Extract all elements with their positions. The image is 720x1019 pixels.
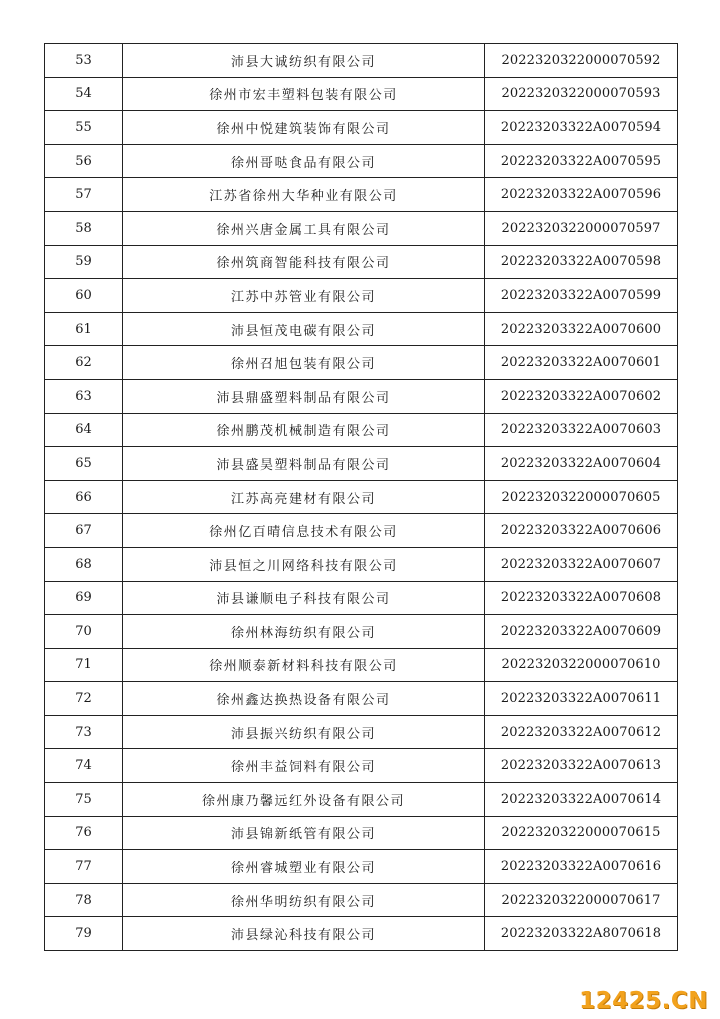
row-number-cell: 79 — [45, 917, 123, 951]
company-name-cell: 沛县大诚纺织有限公司 — [123, 44, 485, 78]
table-row — [45, 44, 678, 78]
company-name-cell: 江苏中苏管业有限公司 — [123, 279, 485, 313]
row-number-cell: 66 — [45, 480, 123, 514]
company-name-cell: 沛县恒之川网络科技有限公司 — [123, 547, 485, 581]
table-row — [45, 749, 678, 783]
company-name-cell: 沛县绿沁科技有限公司 — [123, 917, 485, 951]
row-number-cell: 77 — [45, 850, 123, 884]
registration-code-cell: 20223203322A0070611 — [485, 682, 678, 716]
company-name-cell: 沛县谦顺电子科技有限公司 — [123, 581, 485, 615]
company-name-cell: 徐州鑫达换热设备有限公司 — [123, 682, 485, 716]
registration-code-cell: 20223203322A0070616 — [485, 850, 678, 884]
row-number-cell: 71 — [45, 648, 123, 682]
table-row — [45, 648, 678, 682]
table-row — [45, 312, 678, 346]
table-body — [45, 44, 678, 951]
table-row — [45, 615, 678, 649]
table-row — [45, 715, 678, 749]
table-row — [45, 447, 678, 481]
registration-code-cell: 20223203322A0070606 — [485, 514, 678, 548]
row-number-cell: 67 — [45, 514, 123, 548]
company-registry-table — [44, 43, 678, 951]
table-row — [45, 917, 678, 951]
row-number-cell: 61 — [45, 312, 123, 346]
company-name-cell: 徐州召旭包装有限公司 — [123, 346, 485, 380]
row-number-cell: 60 — [45, 279, 123, 313]
table-row — [45, 178, 678, 212]
table-row — [45, 279, 678, 313]
registration-code-cell: 20223203322A0070594 — [485, 111, 678, 145]
company-name-cell: 徐州兴唐金属工具有限公司 — [123, 211, 485, 245]
registration-code-cell: 20223203322A0070614 — [485, 783, 678, 817]
company-name-cell: 徐州华明纺织有限公司 — [123, 883, 485, 917]
registration-code-cell: 20223203322A0070613 — [485, 749, 678, 783]
row-number-cell: 58 — [45, 211, 123, 245]
table-row — [45, 77, 678, 111]
row-number-cell: 55 — [45, 111, 123, 145]
registration-code-cell: 2022320322000070597 — [485, 211, 678, 245]
company-name-cell: 徐州中悦建筑装饰有限公司 — [123, 111, 485, 145]
company-name-cell: 徐州顺泰新材料科技有限公司 — [123, 648, 485, 682]
row-number-cell: 65 — [45, 447, 123, 481]
company-name-cell: 徐州康乃馨远红外设备有限公司 — [123, 783, 485, 817]
registration-code-cell: 2022320322000070605 — [485, 480, 678, 514]
site-watermark: 12425.CN — [579, 988, 708, 1014]
row-number-cell: 72 — [45, 682, 123, 716]
row-number-cell: 76 — [45, 816, 123, 850]
company-name-cell: 江苏省徐州大华种业有限公司 — [123, 178, 485, 212]
table-row — [45, 514, 678, 548]
registration-code-cell: 20223203322A0070609 — [485, 615, 678, 649]
registration-code-cell: 20223203322A0070598 — [485, 245, 678, 279]
table-row — [45, 850, 678, 884]
row-number-cell: 75 — [45, 783, 123, 817]
registration-code-cell: 20223203322A0070602 — [485, 379, 678, 413]
company-name-cell: 徐州筑商智能科技有限公司 — [123, 245, 485, 279]
registration-code-cell: 20223203322A0070596 — [485, 178, 678, 212]
registration-code-cell: 20223203322A0070599 — [485, 279, 678, 313]
table-row — [45, 783, 678, 817]
row-number-cell: 54 — [45, 77, 123, 111]
company-name-cell: 徐州睿城塑业有限公司 — [123, 850, 485, 884]
registration-code-cell: 2022320322000070610 — [485, 648, 678, 682]
row-number-cell: 62 — [45, 346, 123, 380]
company-name-cell: 徐州鹏茂机械制造有限公司 — [123, 413, 485, 447]
table-row — [45, 379, 678, 413]
table-row — [45, 480, 678, 514]
table-row — [45, 111, 678, 145]
registration-code-cell: 2022320322000070617 — [485, 883, 678, 917]
company-name-cell: 江苏高亮建材有限公司 — [123, 480, 485, 514]
registration-code-cell: 2022320322000070592 — [485, 44, 678, 78]
company-name-cell: 徐州哥哒食品有限公司 — [123, 144, 485, 178]
row-number-cell: 68 — [45, 547, 123, 581]
registration-code-cell: 20223203322A0070607 — [485, 547, 678, 581]
registration-code-cell: 20223203322A0070612 — [485, 715, 678, 749]
row-number-cell: 56 — [45, 144, 123, 178]
row-number-cell: 69 — [45, 581, 123, 615]
registration-code-cell: 20223203322A0070604 — [485, 447, 678, 481]
row-number-cell: 63 — [45, 379, 123, 413]
company-name-cell: 徐州林海纺织有限公司 — [123, 615, 485, 649]
table-row — [45, 211, 678, 245]
registration-code-cell: 20223203322A0070601 — [485, 346, 678, 380]
company-name-cell: 沛县振兴纺织有限公司 — [123, 715, 485, 749]
row-number-cell: 57 — [45, 178, 123, 212]
row-number-cell: 53 — [45, 44, 123, 78]
company-name-cell: 沛县盛昊塑料制品有限公司 — [123, 447, 485, 481]
table-row — [45, 816, 678, 850]
company-name-cell: 沛县鼎盛塑料制品有限公司 — [123, 379, 485, 413]
row-number-cell: 78 — [45, 883, 123, 917]
table-row — [45, 413, 678, 447]
table-row — [45, 883, 678, 917]
row-number-cell: 70 — [45, 615, 123, 649]
company-name-cell: 徐州丰益饲料有限公司 — [123, 749, 485, 783]
table-row — [45, 682, 678, 716]
table-row — [45, 547, 678, 581]
row-number-cell: 74 — [45, 749, 123, 783]
company-name-cell: 沛县锦新纸管有限公司 — [123, 816, 485, 850]
company-name-cell: 徐州市宏丰塑料包装有限公司 — [123, 77, 485, 111]
row-number-cell: 64 — [45, 413, 123, 447]
row-number-cell: 59 — [45, 245, 123, 279]
table-row — [45, 346, 678, 380]
table-row — [45, 245, 678, 279]
registration-code-cell: 20223203322A8070618 — [485, 917, 678, 951]
registration-code-cell: 20223203322A0070595 — [485, 144, 678, 178]
registration-code-cell: 2022320322000070593 — [485, 77, 678, 111]
company-name-cell: 徐州亿百晴信息技术有限公司 — [123, 514, 485, 548]
table-row — [45, 581, 678, 615]
registration-code-cell: 20223203322A0070603 — [485, 413, 678, 447]
registration-code-cell: 20223203322A0070608 — [485, 581, 678, 615]
registration-code-cell: 20223203322A0070600 — [485, 312, 678, 346]
table-row — [45, 144, 678, 178]
row-number-cell: 73 — [45, 715, 123, 749]
company-name-cell: 沛县恒茂电碳有限公司 — [123, 312, 485, 346]
registration-code-cell: 2022320322000070615 — [485, 816, 678, 850]
